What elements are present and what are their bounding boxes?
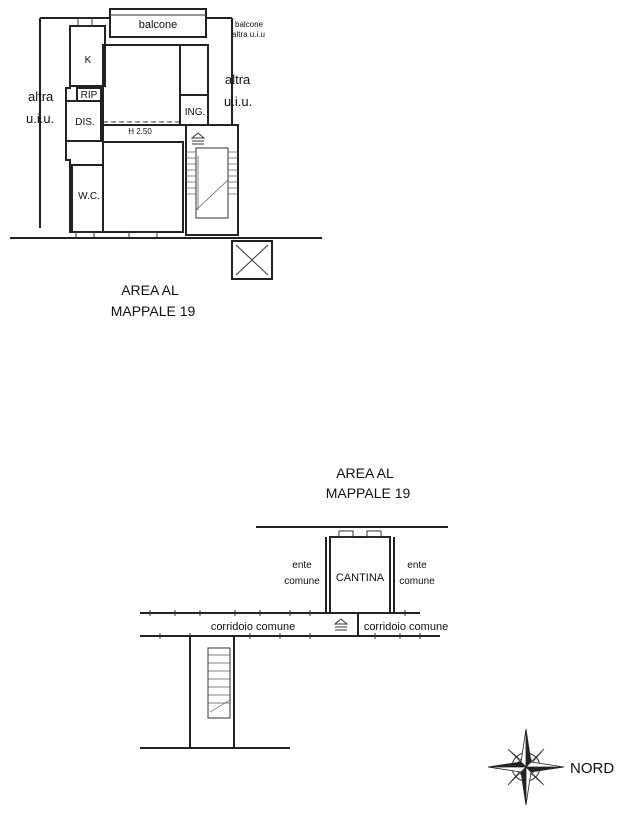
label-nord: NORD: [570, 760, 615, 777]
bedroom: [103, 142, 183, 232]
label-ing: ING.: [184, 107, 206, 118]
label-ente-left-2: comune: [284, 576, 320, 587]
label-corridor-right: corridoio comune: [363, 621, 449, 633]
label-height: H 2.50: [128, 127, 152, 136]
label-ente-right-2: comune: [399, 576, 435, 587]
label-left-uiu: u.i.u.: [26, 111, 55, 126]
label-cantina: CANTINA: [335, 572, 385, 584]
label-ente-right-1: ente: [407, 560, 427, 571]
label-ente-left-1: ente: [292, 560, 312, 571]
label-right-altra: altra: [225, 72, 251, 87]
label-left-altra: altra: [28, 89, 54, 104]
label-area-lower-1: AREA AL: [336, 465, 394, 481]
label-dis: DIS.: [75, 117, 95, 128]
label-area-upper-1: AREA AL: [121, 282, 179, 298]
upper-floor-plan: [10, 9, 322, 279]
label-area-upper-2: MAPPALE 19: [110, 303, 196, 319]
living-room: [103, 45, 180, 125]
label-balcone-note: balcone: [235, 20, 264, 29]
label-wc: W.C.: [78, 191, 100, 202]
label-rip: RIP: [80, 90, 98, 101]
compass-rose-icon: [488, 729, 564, 805]
label-kitchen: K: [84, 55, 92, 66]
label-right-uiu: u.i.u.: [224, 94, 253, 109]
label-corridor-left: corridoio comune: [210, 621, 296, 633]
label-balcone: balcone: [138, 19, 178, 31]
label-balcone-note-2: altra u.i.u: [232, 30, 265, 39]
label-area-lower-2: MAPPALE 19: [325, 485, 411, 501]
